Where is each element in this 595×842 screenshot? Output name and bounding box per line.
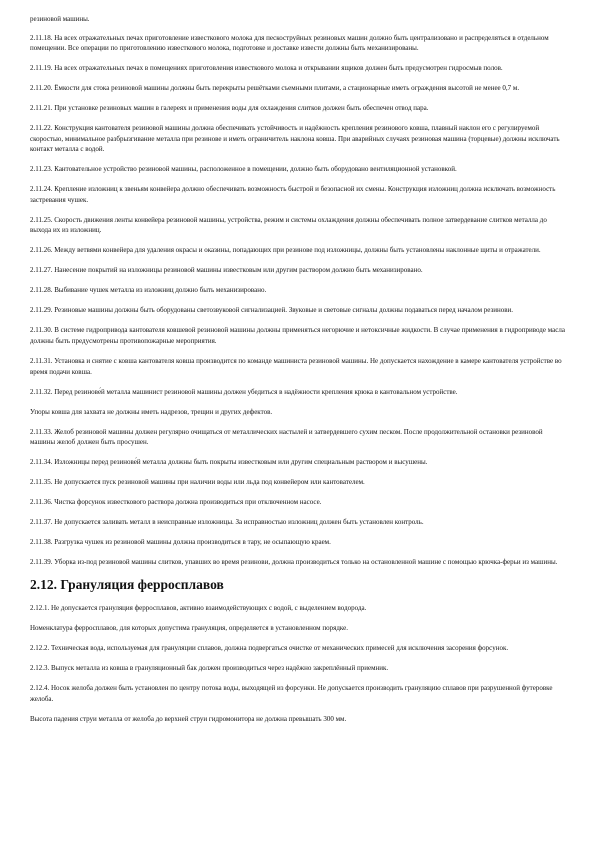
paragraph: 2.12.4. Носок желоба должен быть установлен по центру потока воды, выходящей из форсунки. Не допускается производить грануляцию сплавов при разрушенной футеровке желоба. (30, 683, 553, 703)
paragraph: Высота падения струи металла от желоба до верхней струи гидромонитора не должна превышать 300 мм. (30, 714, 347, 723)
paragraph: 2.11.19. На всех отражательных печах в помещениях приготовления известкового молока и открывании ящиков должен быть предусмотрен гидросмыв полов. (30, 64, 503, 73)
paragraph: резиновой машины. (30, 15, 90, 23)
paragraph: Упоры ковша для захвата не должны иметь надрезов, трещин и других дефектов. (30, 407, 273, 416)
paragraph: 2.11.29. Резиновые машины должны быть оборудованы светозвуковой сигнализацией. Звуковые и световые сигналы должны подаваться перед началом резинови. (30, 306, 514, 315)
paragraph: 2.11.37. Не допускается заливать металл в неисправные изложницы. За исправностью изложниц должен быть установлен контроль. (30, 518, 424, 527)
paragraph: Номенклатура ферросплавов, для которых допустима грануляция, определяется в установленном порядке. (30, 623, 348, 632)
paragraph: 2.11.35. Не допускается пуск резиновой машины при наличии воды или льда под конвейером или кантователем. (30, 478, 365, 487)
paragraph: 2.11.26. Между ветвями конвейера для удаления окрасы и оказины, попадающих при резинове под изложницы, должны быть установлены наклонные щиты и отражатели. (30, 246, 541, 255)
paragraph: 2.11.22. Конструкция кантователя резиновой машины должна обеспечивать устойчивость и надёжность крепления резинового ковша, плавный наклон его с регулируемой скоростью, минимальное разбрызгивание металла при резинове и иметь ограничитель наклона ковша. При аварийных случаях резиновая машина (торцевые) должны исключать контакт металла с водой. (30, 124, 560, 154)
paragraph: 2.12.1. Не допускается грануляция ферросплавов, активно взаимодействующих с водой, с выделением водорода. (30, 603, 367, 612)
paragraph: 2.11.21. При установке резиновых машин в галереях и применения воды для охлаждения слитков должен быть обеспечен отвод пара. (30, 104, 429, 113)
paragraph: 2.11.34. Изложницы перед резинове́й металла должны быть покрыты известковым или другим специальным раствором и высушены. (30, 458, 428, 467)
paragraph: 2.12.2. Техническая вода, используемая для грануляции сплавов, должна подвергаться очистке от механических примесей для исключения засорения форсунок. (30, 643, 509, 652)
paragraph: 2.11.31. Установка и снятие с ковша кантователя ковша производится по команде машиниста резиновой машины. Не допускается нахождение в камере кантователя устройстве во время подачи ковша. (30, 356, 562, 376)
paragraph: 2.11.24. Крепление изложниц к звеньям конвейера должно обеспечивать возможность быстрой и безопасной их смены. Конструкция изложниц должна исключать возможность застревания чушек. (30, 185, 556, 204)
section-heading: 2.12. Грануляция ферросплавов (30, 576, 224, 592)
paragraph: 2.11.28. Выбивание чушек металла из изложниц должно быть механизировано. (30, 286, 267, 295)
document-page (30, 14, 567, 733)
paragraph: 2.11.33. Желоб резиновой машины должен регулярно очищаться от металлических настылей и затвердевшего сухим песком. После продолжительной остановки резиновой машины желоб должен быть просушен. (30, 427, 543, 447)
paragraph: 2.11.32. Перед резинове́й металла машинист резиновой машины должен убедиться в надёжности крепления крюка в кантовальном устройстве. (30, 387, 458, 396)
paragraph: 2.11.18. На всех отражательных печах приготовление известкового молока для пескоструйных резиновых машин должно быть централизовано и распределяться в отдельном помещении. Все операции по приготовлению известкового молока, подготовке и доставке извести должны быть механизированы. (30, 33, 549, 53)
paragraph: 2.11.38. Разгрузка чушек из резиновой машины должна производиться в тару, не осыпающую краем. (30, 538, 331, 547)
paragraph: 2.11.39. Уборка из-под резиновой машины слитков, упавших во время резинови, должна производиться только на остановленной машине с помощью крючка-ферьи из машины. (30, 558, 558, 566)
paragraph: 2.11.20. Ёмкости для стока резиновой машины должны быть перекрыты решётками съемными плитами, а стационарные иметь ограждения высотой не менее 0,7 м. (30, 84, 520, 93)
paragraph: 2.11.23. Кантовательное устройство резиновой машины, расположенное в помещении, должно быть оборудовано вентиляционной установкой. (30, 165, 457, 174)
paragraph: 2.11.25. Скорость движения ленты конвейера резиновой машины, устройства, режим и системы охлаждения должны обеспечивать полное затвердевание слитков металла до выхода их из изложниц. (30, 215, 547, 235)
paragraph: 2.11.36. Чистка форсунок известкового раствора должна производиться при отключенном насосе. (30, 498, 322, 507)
paragraph: 2.11.27. Нанесение покрытий на изложницы резиновой машины известковым или другим раствором должно быть механизировано. (30, 266, 423, 275)
paragraph: 2.11.30. В системе гидропривода кантователя ковшевой резиновой машины должны применяться негорючие и нетоксичные жидкости. В случае применения в гидроприводе масла должны быть предусмотрены противопожарные мероприятия. (30, 326, 565, 345)
paragraph: 2.12.3. Выпуск металла из ковша в грануляционный бак должен производиться через надёжно закреплённый приемник. (30, 663, 389, 672)
